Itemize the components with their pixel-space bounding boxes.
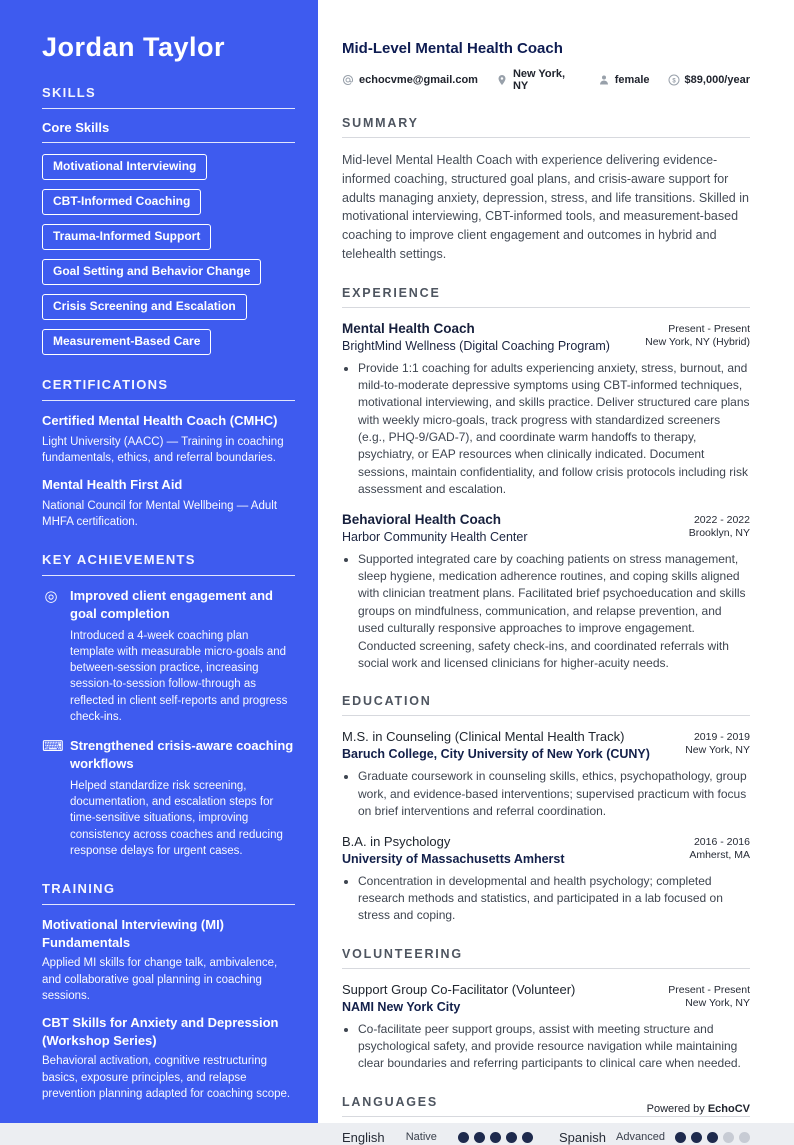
achievement-icon: ◎ bbox=[44, 588, 58, 606]
resume-main bbox=[318, 0, 794, 1145]
achievement-icon: ⌨ bbox=[42, 738, 64, 756]
level-dot-filled bbox=[458, 1132, 469, 1143]
sidebar-section-training bbox=[42, 881, 295, 1102]
brand-name: EchoCV bbox=[707, 1103, 750, 1115]
skills-heading: SKILLS bbox=[42, 85, 295, 109]
level-dot-filled bbox=[474, 1132, 485, 1143]
certification-title: Mental Health First Aid bbox=[42, 477, 183, 493]
experience-heading: EXPERIENCE bbox=[342, 285, 441, 300]
education-bullet-list bbox=[342, 873, 750, 925]
bullet-item: • Supported integrated care by coaching patients on stress management, sleep hygiene, medication adherence routines, and coping skills aligned with clinician treatment plans. Facilitated brief psychoeducation and skills groups on mindfulness, communication, and relapse prevention, and used culturally responsive approaches to improve engagement. Conducted screening, safety check-ins, and coordinated referrals with social work and licensed clinicians for higher-acuity needs. bbox=[358, 551, 750, 673]
achievement-description: Introduced a 4-week coaching plan template with measurable micro-goals and between-session practice, increasing session-to-session follow-through as reflected in client self-reports and progress check-ins. bbox=[70, 629, 288, 724]
certification-item bbox=[42, 476, 295, 530]
volunteering-entry bbox=[342, 982, 750, 1073]
experience-entry bbox=[342, 321, 750, 499]
sidebar bbox=[0, 0, 318, 1123]
candidate-name: Jordan Taylor bbox=[42, 32, 226, 62]
education-list bbox=[342, 729, 750, 924]
job-bullet-list bbox=[342, 551, 750, 673]
skills-chip-list bbox=[42, 154, 295, 355]
certification-title: Certified Mental Health Coach (CMHC) bbox=[42, 413, 278, 428]
education-entry bbox=[342, 834, 750, 925]
skill-chip: Measurement-Based Care bbox=[42, 329, 211, 355]
training-item bbox=[42, 916, 295, 1004]
language-level-dots bbox=[458, 1132, 533, 1143]
bullet-item: • Co-facilitate peer support groups, assist with meeting structure and psychological safety, and provide resource navigation while maintaining clear boundaries and referring participants to clinical care when needed. bbox=[358, 1021, 750, 1073]
education-dates: 2019 - 2019 bbox=[693, 731, 750, 744]
level-dot-filled bbox=[490, 1132, 501, 1143]
company-name: Harbor Community Health Center bbox=[342, 529, 528, 544]
education-bullet-list bbox=[342, 768, 750, 820]
training-title: CBT Skills for Anxiety and Depression (Workshop Series) bbox=[42, 1015, 279, 1048]
level-dot-filled bbox=[506, 1132, 517, 1143]
job-dates: 2022 - 2022 bbox=[693, 513, 750, 526]
school-location: New York, NY bbox=[685, 744, 750, 757]
location-pin-icon bbox=[496, 74, 508, 86]
achievement-body bbox=[70, 587, 295, 725]
header-block bbox=[342, 40, 750, 92]
organization-name: NAMI New York City bbox=[342, 999, 461, 1014]
person-icon bbox=[598, 74, 610, 86]
bullet-item: • Graduate coursework in counseling skills, ethics, psychopathology, group work, and evidence-based interventions; supervised practicum with focus on brief interventions and referral coordination. bbox=[358, 768, 750, 820]
training-description: Applied MI skills for change talk, ambivalence, and collaborative goal planning in coaching sessions. bbox=[42, 957, 278, 1002]
school-location: Amherst, MA bbox=[689, 848, 750, 861]
achievement-item bbox=[42, 737, 295, 859]
job-dates: Present - Present bbox=[668, 322, 750, 335]
at-icon bbox=[342, 74, 354, 86]
achievement-description: Helped standardize risk screening, documentation, and escalation steps for time-sensitive situations, improving consistency across coaches and reducing response delays for urgent cases. bbox=[70, 779, 283, 857]
languages-list bbox=[342, 1130, 750, 1145]
level-dot-empty bbox=[723, 1132, 734, 1143]
languages-heading: LANGUAGES bbox=[342, 1094, 439, 1109]
job-role: Mental Health Coach bbox=[342, 320, 475, 336]
skill-chip: Motivational Interviewing bbox=[42, 154, 207, 180]
sidebar-section-certifications bbox=[42, 377, 295, 530]
salary-text: $89,000/year bbox=[684, 74, 750, 86]
volunteer-location: New York, NY bbox=[685, 996, 750, 1009]
level-dot-filled bbox=[707, 1132, 718, 1143]
email-text: echocvme@gmail.com bbox=[359, 74, 478, 86]
achievement-title: Improved client engagement and goal completion bbox=[70, 588, 273, 621]
training-list bbox=[42, 916, 295, 1102]
section-summary bbox=[342, 116, 750, 264]
volunteering-heading: VOLUNTEERING bbox=[342, 946, 463, 961]
skill-chip: Crisis Screening and Escalation bbox=[42, 294, 247, 320]
job-bullet-list bbox=[342, 360, 750, 499]
core-skills-heading: Core Skills bbox=[42, 120, 295, 143]
school-name: Baruch College, City University of New York (CUNY) bbox=[342, 747, 650, 762]
level-dot-filled bbox=[691, 1132, 702, 1143]
skill-chip: CBT-Informed Coaching bbox=[42, 189, 201, 215]
gender-text: female bbox=[614, 74, 650, 86]
training-description: Behavioral activation, cognitive restructuring basics, exposure principles, and relapse prevention planning adapted for coaching scope. bbox=[42, 1055, 291, 1101]
education-entry bbox=[342, 729, 750, 820]
section-divider bbox=[342, 307, 750, 308]
contact-gender bbox=[598, 74, 650, 86]
achievement-body bbox=[70, 737, 295, 859]
section-volunteering bbox=[342, 947, 750, 1073]
certification-description: Light University (AACC) — Training in coaching fundamentals, ethics, and referral boundaries. bbox=[42, 435, 284, 464]
experience-list bbox=[342, 321, 750, 673]
volunteer-dates: Present - Present bbox=[668, 983, 750, 996]
language-level-dots bbox=[675, 1132, 750, 1143]
sidebar-section-skills bbox=[42, 85, 295, 355]
volunteer-role: Support Group Co-Facilitator (Volunteer) bbox=[342, 981, 576, 997]
training-item bbox=[42, 1014, 295, 1102]
sidebar-section-achievements bbox=[42, 552, 295, 859]
level-dot-filled bbox=[522, 1132, 533, 1143]
section-divider bbox=[342, 1116, 750, 1117]
contact-row bbox=[342, 68, 750, 92]
contact-email bbox=[342, 74, 478, 86]
company-name: BrightMind Wellness (Digital Coaching Program) bbox=[342, 338, 610, 353]
certifications-heading: CERTIFICATIONS bbox=[42, 377, 295, 401]
section-divider bbox=[342, 715, 750, 716]
job-role: Behavioral Health Coach bbox=[342, 511, 502, 527]
skill-chip: Trauma-Informed Support bbox=[42, 224, 211, 250]
volunteering-list bbox=[342, 982, 750, 1073]
achievements-heading: KEY ACHIEVEMENTS bbox=[42, 552, 295, 576]
language-level-label: Native bbox=[405, 1131, 437, 1144]
job-location: New York, NY (Hybrid) bbox=[645, 335, 750, 348]
language-item bbox=[559, 1130, 750, 1145]
level-dot-filled bbox=[675, 1132, 686, 1143]
section-education bbox=[342, 694, 750, 924]
contact-location bbox=[496, 68, 580, 92]
experience-entry bbox=[342, 512, 750, 673]
certification-item bbox=[42, 412, 295, 466]
section-divider bbox=[342, 137, 750, 138]
education-dates: 2016 - 2016 bbox=[693, 835, 750, 848]
degree-name: M.S. in Counseling (Clinical Mental Health Track) bbox=[342, 729, 625, 745]
powered-by-text: Powered by bbox=[646, 1103, 705, 1115]
skill-chip: Goal Setting and Behavior Change bbox=[42, 259, 261, 285]
degree-name: B.A. in Psychology bbox=[342, 833, 451, 849]
location-text: New York, NY bbox=[512, 68, 566, 92]
footer bbox=[647, 1103, 750, 1115]
language-level-label: Advanced bbox=[616, 1131, 665, 1144]
page-title: Mid-Level Mental Health Coach bbox=[342, 40, 563, 57]
achievement-item bbox=[42, 587, 295, 725]
training-title: Motivational Interviewing (MI) Fundamentals bbox=[42, 917, 225, 950]
bullet-item: • Provide 1:1 coaching for adults experiencing anxiety, stress, burnout, and mild-to-moderate depressive symptoms using CBT-informed techniques, motivational interviewing, and skills practice. Deliver structured care plans with weekly micro-goals, track progress with standardized screeners (e.g., PHQ-9/GAD-7), and coordinate warm handoffs to therapy, psychiatry, or EAP resources when clinically indicated. Document sessions, maintain confidentiality, and follow crisis protocols including risk assessment and escalation. bbox=[358, 360, 750, 499]
language-name: Spanish bbox=[559, 1129, 606, 1145]
level-dot-empty bbox=[739, 1132, 750, 1143]
volunteer-bullet-list bbox=[342, 1021, 750, 1073]
section-divider bbox=[342, 968, 750, 969]
school-name: University of Massachusetts Amherst bbox=[342, 851, 565, 866]
achievements-list bbox=[42, 587, 295, 859]
language-item bbox=[342, 1130, 533, 1145]
language-name: English bbox=[342, 1129, 385, 1145]
training-heading: TRAINING bbox=[42, 881, 295, 905]
bullet-item: • Concentration in developmental and health psychology; completed research methods and statistics, and participated in a lab focused on stress and coping. bbox=[358, 873, 750, 925]
contact-salary bbox=[668, 74, 750, 86]
svg-text:$: $ bbox=[671, 78, 676, 85]
job-location: Brooklyn, NY bbox=[688, 526, 750, 539]
certifications-list bbox=[42, 412, 295, 530]
summary-heading: SUMMARY bbox=[342, 116, 419, 130]
dollar-circle-icon bbox=[668, 74, 680, 86]
achievement-title: Strengthened crisis-aware coaching workflows bbox=[70, 738, 294, 772]
section-experience bbox=[342, 286, 750, 673]
certification-description: National Council for Mental Wellbeing — Adult MHFA certification. bbox=[42, 499, 278, 529]
education-heading: EDUCATION bbox=[342, 694, 432, 709]
summary-text: Mid-level Mental Health Coach with experience delivering evidence-informed coaching, structured goal plans, and crisis-aware support for adults managing anxiety, depression, stress, and life transitions. Skilled in motivational interviewing, CBT-informed tools, and measurement-based coaching to improve client engagement and outcomes in hybrid and telehealth settings. bbox=[342, 153, 749, 261]
